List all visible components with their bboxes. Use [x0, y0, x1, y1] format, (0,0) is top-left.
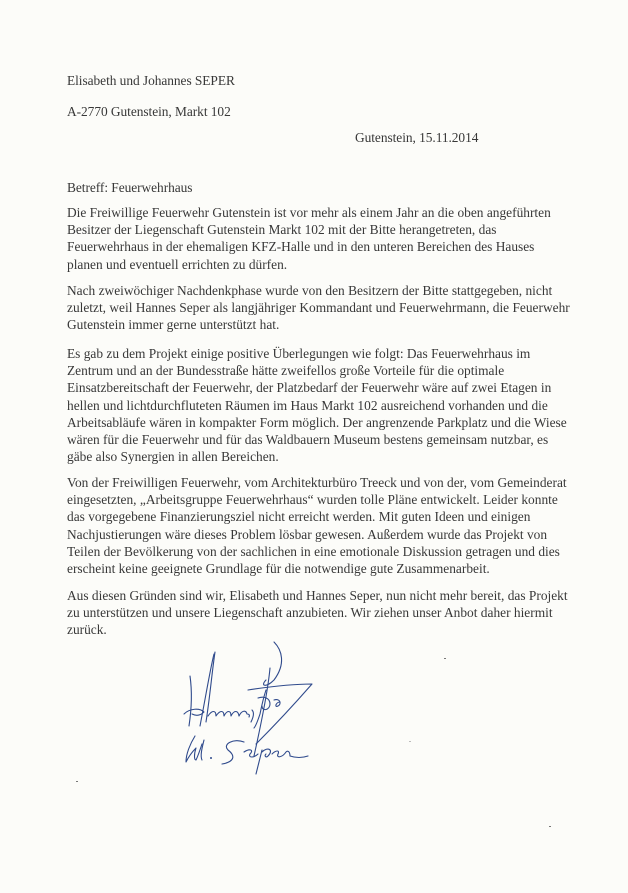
signature-stroke — [262, 749, 270, 757]
sender-name: Elisabeth und Johannes SEPER — [67, 73, 235, 88]
signature-stroke — [272, 751, 308, 758]
signature-stroke — [251, 710, 253, 722]
text-line: Feuerwehrhaus in der ehemaligen KFZ-Halle und in den unteren Bereichen des Hauses — [67, 239, 535, 255]
text-line: zu unterstützen und unsere Liegenschaft anzubieten. Wir ziehen unser Anbot daher hiermit — [67, 605, 553, 621]
text-line: eingesetzten, „Arbeitsgruppe Feuerwehrhaus“ wurden tolle Pläne entwickelt. Leider konnte — [67, 492, 558, 508]
text-line: planen und eventuell errichten zu dürfen. — [67, 256, 288, 272]
text-line: Besitzer der Liegenschaft Gutenstein Markt 102 mit der Bitte herangetreten, das — [67, 222, 497, 238]
subject-line: Betreff: Feuerwehrhaus — [67, 180, 193, 195]
scan-speck — [444, 658, 446, 659]
paragraph-advantages — [67, 345, 587, 465]
scan-speck — [549, 826, 551, 827]
text-line: zuletzt, weil Hannes Seper als langjähriger Kommandant und Feuerwehrmann, die Feuerwehr — [67, 300, 570, 316]
signature-stroke — [264, 642, 282, 685]
paragraph-approval — [67, 282, 587, 334]
signature-stroke — [189, 676, 191, 726]
paragraph-planning — [67, 474, 587, 577]
signature-dot — [210, 757, 212, 759]
sender-address: A-2770 Gutenstein, Markt 102 — [67, 104, 231, 119]
signature-stroke — [256, 750, 262, 774]
signature-stroke — [186, 736, 202, 762]
text-line: Aus diesen Gründen sind wir, Elisabeth und Hannes Seper, nun nicht mehr bereit, das Projekt — [67, 588, 568, 603]
signature-stroke — [184, 709, 204, 715]
text-line: Einsatzbereitschaft der Feuerwehr, der Platzbedarf der Feuerwehr wäre auf zwei Etagen in — [67, 380, 552, 396]
text-line: Teilen der Bevölkerung von der sachlichen in eine emotionale Diskussion getragen und dies — [67, 543, 560, 559]
signature-stroke — [254, 668, 270, 756]
text-line: hellen und lichtdurchfluteten Räumen im Haus Markt 102 ausreichend vorhanden und die — [67, 397, 548, 413]
text-line: Die Freiwillige Feuerwehr Gutenstein ist vor mehr als einem Jahr an die oben angeführten — [67, 205, 551, 220]
signature-stroke — [201, 740, 204, 760]
text-line: zurück. — [67, 622, 107, 638]
text-line: Nachjustierungen wäre dieses Problem lösbar gewesen. Außerdem wurde das Projekt von — [67, 526, 548, 542]
text-line: gäbe also Synergien in allen Bereichen. — [67, 449, 279, 465]
text-line: Zentrum und an der Bundesstraße hätte zweifellos große Vorteile für die optimale — [67, 363, 505, 379]
text-line: wären für die Feuerwehr und für das Waldbauern Museum bestens gemeinsam nutzbar, es — [67, 432, 549, 448]
scan-speck — [76, 781, 78, 782]
scan-speck — [409, 741, 411, 742]
signature-stroke — [244, 750, 258, 757]
signature-stroke — [274, 700, 280, 707]
paragraph-withdrawal — [67, 587, 587, 639]
text-line: Gutenstein immer gerne unterstützt hat. — [67, 317, 280, 333]
text-line: Nach zweiwöchiger Nachdenkphase wurde von den Besitzern der Bitte stattgegeben, nicht — [67, 283, 553, 298]
signature-stroke — [208, 711, 249, 717]
handwritten-signature — [170, 640, 350, 790]
paragraph-request — [67, 204, 587, 273]
text-line: erscheint keine geeignete Grundlage für die notwendige gute Zusammenarbeit. — [67, 561, 490, 577]
text-line: Es gab zu dem Projekt einige positive Überlegungen wie folgt: Das Feuerwehrhaus im — [67, 346, 531, 361]
text-line: das vorgegebene Finanzierungsziel nicht erreicht werden. Mit guten Ideen und einigen — [67, 509, 531, 525]
text-line: Von der Freiwilligen Feuerwehr, vom Architekturbüro Treeck und von der, vom Gemeinderat — [67, 475, 567, 490]
text-line: Arbeitsabläufe wären in kompakter Form möglich. Der angrenzende Parkplatz und die Wiese — [67, 414, 567, 430]
place-date: Gutenstein, 15.11.2014 — [355, 130, 479, 145]
signature-stroke — [222, 741, 244, 764]
signature-stroke — [248, 684, 312, 744]
